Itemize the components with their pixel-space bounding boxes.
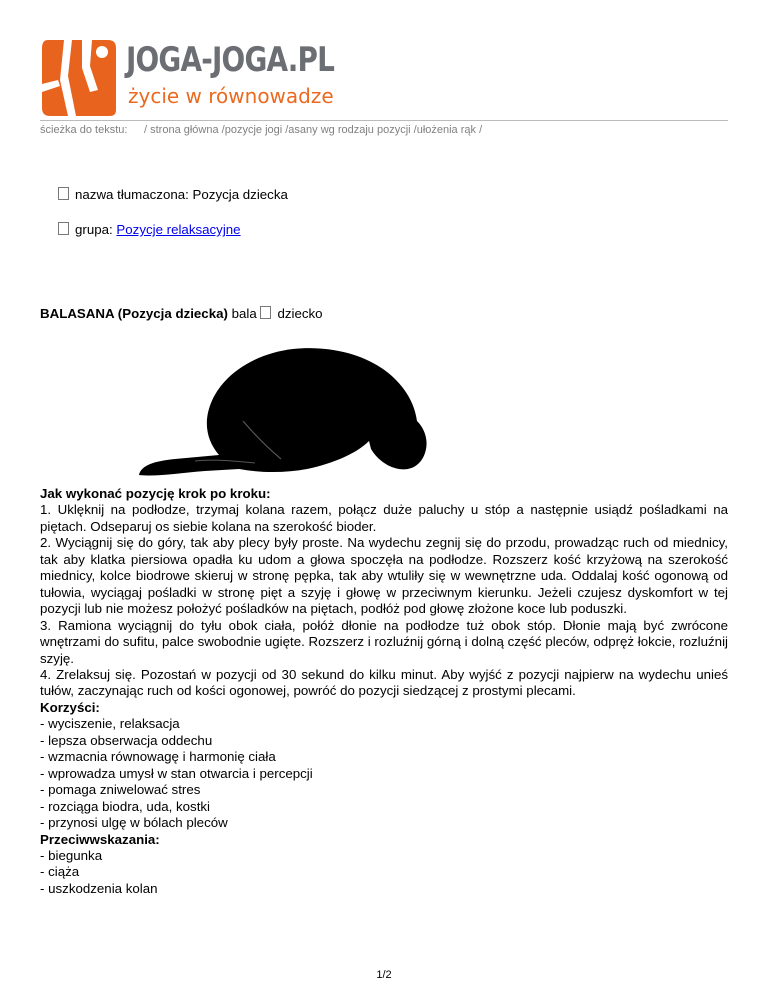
- header-divider: [40, 120, 728, 121]
- list-item: - pomaga zniwelować stres: [40, 782, 201, 798]
- word-translation: dziecko: [277, 306, 323, 321]
- step-item: 2. Wyciągnij się do góry, tak aby plecy były proste. Na wydechu zegnij się do przodu, prowadząc ruch od miednicy, tak aby klatka piersiowa opadła ku udom a głowa spoczęła na podłodze. Rozszerz kość krzyżową na szerokość miednicy, kolce biodrowe skieruj w stronę pępka, tak aby wtuliły się w wewnętrzne uda. Oddalaj kość ogonową od tułowia, wyciągaj pośladki w stronę pięt a szyję i głowę w przeciwnym kierunku. Jeżeli czujesz dyskomfort w tej pozycji lub nie możesz położyć pośladków na piętach, podłóż pod głowę złożone koce lub poduszki.: [40, 535, 728, 617]
- site-logo[interactable]: [38, 36, 358, 118]
- pose-name-line: [40, 306, 323, 321]
- list-item: - lepsza obserwacja oddechu: [40, 732, 213, 748]
- breadcrumb-path[interactable]: / strona główna /pozycje jogi /asany wg rodzaju pozycji /ułożenia rąk /: [144, 124, 483, 136]
- list-item: - ciąża: [40, 864, 80, 880]
- bullet-glyph-icon: [58, 222, 69, 235]
- step-item: 1. Uklęknij na podłodze, trzymaj kolana razem, połącz duże paluchy u stóp a następnie usiądź pośladkami na piętach. Odseparuj os siebie kolana na szerokość bioder.: [40, 502, 728, 534]
- list-item: - przynosi ulgę w bólach pleców: [40, 815, 228, 831]
- logo-subtitle: życie w równowadze: [128, 84, 334, 108]
- sanskrit-word: bala: [231, 306, 257, 321]
- group-label: grupa:: [75, 222, 113, 237]
- breadcrumb: [40, 124, 482, 136]
- bullet-glyph-icon: [58, 187, 69, 200]
- contraindications-list: [40, 848, 728, 897]
- steps-heading: Jak wykonać pozycję krok po kroku:: [40, 486, 271, 501]
- list-item: - wprowadza umysł w stan otwarcia i percepcji: [40, 765, 313, 781]
- list-item: - biegunka: [40, 847, 103, 863]
- logo-icon: [38, 36, 118, 118]
- benefits-list: [40, 716, 728, 831]
- contraindications-heading: Przeciwwskazania:: [40, 831, 160, 847]
- list-item: - wzmacnia równowagę i harmonię ciała: [40, 749, 276, 765]
- group-link[interactable]: Pozycje relaksacyjne: [116, 222, 241, 237]
- list-item: - rozciąga biodra, uda, kostki: [40, 798, 210, 814]
- group-row: [58, 222, 241, 237]
- child-pose-illustration: [135, 345, 431, 479]
- translated-name-value: Pozycja dziecka: [192, 187, 288, 202]
- benefits-heading: Korzyści:: [40, 699, 100, 715]
- logo-title: JOGA-JOGA.PL: [126, 40, 335, 80]
- list-item: - wyciszenie, relaksacja: [40, 716, 180, 732]
- arrow-glyph-icon: [260, 306, 271, 319]
- list-item: - uszkodzenia kolan: [40, 880, 158, 896]
- step-item: 3. Ramiona wyciągnij do tyłu obok ciała, połóż dłonie na podłodze tuż obok stóp. Dłonie mają być zwrócone wnętrzami do sufitu, palce swobodnie ugięte. Rozszerz i rozluźnij górną i dolną część pleców, odpręż łokcie, rozluźnij szyję.: [40, 617, 728, 666]
- article-body: [40, 486, 728, 897]
- translated-name-row: [58, 187, 288, 202]
- breadcrumb-label: ścieżka do tekstu:: [40, 124, 128, 136]
- page-number: 1/2: [376, 969, 392, 981]
- pose-name: BALASANA (Pozycja dziecka): [40, 306, 228, 321]
- step-item: 4. Zrelaksuj się. Pozostań w pozycji od 30 sekund do kilku minut. Aby wyjść z pozycji najpierw na wydechu unieś tułów, zaczynając ruch od kości ogonowej, powróć do pozycji siedzącej z prostymi plecami.: [40, 666, 728, 699]
- translated-name-label: nazwa tłumaczona:: [75, 187, 189, 202]
